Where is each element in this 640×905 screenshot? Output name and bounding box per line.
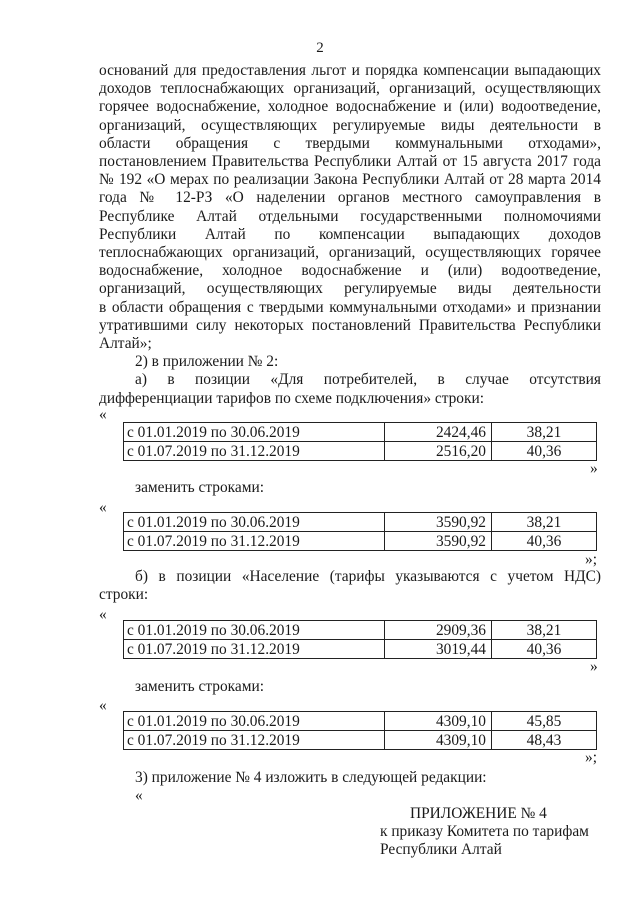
table-row [124, 513, 597, 532]
appendix-title: ПРИЛОЖЕНИЕ № 4 [410, 805, 547, 822]
tariff-table-3 [123, 620, 597, 659]
tariff-value-cell: 2909,36 [385, 621, 492, 640]
text-line: оснований для предоставления льгот и порядка компенсации выпадающих [99, 62, 601, 79]
compensation-value-cell: 40,36 [492, 442, 597, 461]
compensation-value-cell: 45,85 [492, 712, 597, 731]
table-row [124, 442, 597, 461]
text-line: организаций, осуществляющих регулируемые виды деятельности [99, 280, 601, 298]
compensation-value-cell: 38,21 [492, 621, 597, 640]
page-number: 2 [316, 40, 324, 56]
tariff-table-4 [123, 711, 597, 750]
appendix-line-2: Республики Алтай [380, 841, 502, 858]
tariff-value-cell: 2424,46 [385, 423, 492, 442]
item-b-line: строки: [99, 586, 149, 604]
quote-close-mark: » [590, 460, 598, 477]
replace-with-text: заменить строками: [135, 479, 265, 496]
tariff-table-1 [123, 422, 597, 461]
paragraph-legal-references [99, 62, 601, 353]
tariff-value-cell: 4309,10 [385, 712, 492, 731]
quote-close-mark: » [590, 658, 598, 675]
period-cell: с 01.07.2019 по 31.12.2019 [124, 731, 385, 750]
period-cell: с 01.01.2019 по 30.06.2019 [124, 423, 385, 442]
text-line: года № 12-РЗ «О наделении органов местного самоуправления в [99, 189, 601, 207]
compensation-value-cell: 38,21 [492, 513, 597, 532]
text-line: области обращения с твердыми коммунальными отходами», [99, 134, 601, 152]
text-line: утратившими силу некоторых постановлений Правительства Республики [99, 316, 601, 334]
compensation-value-cell: 48,43 [492, 731, 597, 750]
text-line: в области обращения с твердыми коммунальными отходами» и признании [99, 298, 601, 316]
text-line: организаций, осуществляющих регулируемые виды деятельности в [99, 116, 601, 134]
period-cell: с 01.07.2019 по 31.12.2019 [124, 532, 385, 551]
table-row [124, 712, 597, 731]
item-a-line: дифференциации тарифов по схеме подключения» строки: [99, 389, 484, 407]
quote-open-mark: « [99, 697, 107, 714]
quote-open-mark: « [99, 499, 107, 516]
item-3-text: 3) приложение № 4 изложить в следующей редакции: [135, 769, 487, 786]
quote-open-mark: « [99, 606, 107, 623]
appendix-line-1: к приказу Комитета по тарифам [380, 823, 589, 840]
quote-close-semicolon: »; [585, 551, 597, 568]
text-line: теплоснабжающих организаций, организаций, осуществляющих горячее [99, 244, 601, 262]
compensation-value-cell: 40,36 [492, 640, 597, 659]
period-cell: с 01.01.2019 по 30.06.2019 [124, 513, 385, 532]
item-2-heading: 2) в приложении № 2: [135, 353, 279, 371]
quote-close-semicolon: »; [585, 749, 597, 766]
table-row [124, 423, 597, 442]
period-cell: с 01.07.2019 по 31.12.2019 [124, 442, 385, 461]
item-b [99, 568, 601, 604]
text-line: Республики Алтай по компенсации выпадающих доходов [99, 225, 601, 243]
text-line: водоснабжение, холодное водоснабжение и (или) водоотведение, [99, 262, 601, 280]
text-line: постановлением Правительства Республики Алтай от 15 августа 2017 года [99, 153, 601, 171]
item-a-line: а) в позиции «Для потребителей, в случае отсутствия [135, 371, 601, 389]
compensation-value-cell: 40,36 [492, 532, 597, 551]
text-line: доходов теплоснабжающих организаций, организаций, осуществляющих [99, 80, 601, 98]
table-row [124, 532, 597, 551]
table-row [124, 640, 597, 659]
period-cell: с 01.07.2019 по 31.12.2019 [124, 640, 385, 659]
table-row [124, 621, 597, 640]
tariff-value-cell: 3019,44 [385, 640, 492, 659]
text-line: Алтай»; [99, 335, 152, 353]
text-line: № 192 «О мерах по реализации Закона Республики Алтай от 28 марта 2014 [99, 171, 601, 189]
text-line: Республике Алтай отдельными государственными полномочиями [99, 207, 601, 225]
period-cell: с 01.01.2019 по 30.06.2019 [124, 712, 385, 731]
table-row [124, 731, 597, 750]
tariff-value-cell: 3590,92 [385, 513, 492, 532]
text-line: горячее водоснабжение, холодное водоснабжение и (или) водоотведение, [99, 98, 601, 116]
tariff-table-2 [123, 512, 597, 551]
tariff-value-cell: 3590,92 [385, 532, 492, 551]
quote-open-mark: « [99, 406, 107, 423]
replace-with-text: заменить строками: [135, 678, 265, 695]
compensation-value-cell: 38,21 [492, 423, 597, 442]
period-cell: с 01.01.2019 по 30.06.2019 [124, 621, 385, 640]
quote-open-mark: « [135, 787, 143, 804]
tariff-value-cell: 2516,20 [385, 442, 492, 461]
document-body [99, 62, 601, 408]
item-b-line: б) в позиции «Население (тарифы указываются с учетом НДС) [135, 568, 601, 585]
tariff-value-cell: 4309,10 [385, 731, 492, 750]
